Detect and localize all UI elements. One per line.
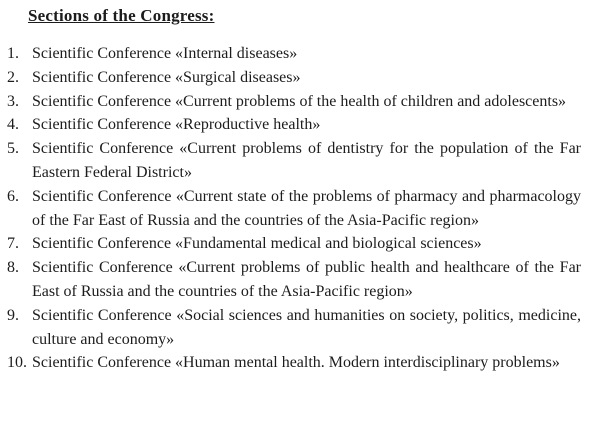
item-text: Scientific Conference «Surgical diseases» xyxy=(32,68,301,86)
section-list xyxy=(7,42,581,375)
item-number: 6. xyxy=(7,187,19,205)
item-number: 2. xyxy=(7,68,19,86)
list-item xyxy=(7,304,581,352)
list-item xyxy=(7,232,581,256)
item-number: 8. xyxy=(7,259,19,277)
list-item xyxy=(7,185,581,233)
list-item xyxy=(7,66,581,90)
item-text: Scientific Conference «Current state of the problems of pharmacy and pharmacology of the Far East of Russia and the countries of the Asia-Pacific region» xyxy=(32,187,581,229)
item-text: Scientific Conference «Current problems of dentistry for the population of the Far Eastern Federal District» xyxy=(32,140,581,181)
item-text: Scientific Conference «Internal diseases» xyxy=(32,45,298,62)
item-text: Scientific Conference «Reproductive health» xyxy=(32,116,321,134)
item-text: Scientific Conference «Current problems of public health and healthcare of the Far East of Russia and the countries of the Asia-Pacific region» xyxy=(32,259,581,300)
list-item xyxy=(7,351,581,375)
list-item xyxy=(7,42,581,66)
list-item xyxy=(7,90,581,114)
item-text: Scientific Conference «Current problems of the health of children and adolescents» xyxy=(32,92,567,110)
item-number: 7. xyxy=(7,235,19,253)
list-item xyxy=(7,113,581,137)
list-item xyxy=(7,256,581,304)
item-number: 4. xyxy=(7,116,19,134)
item-number: 10. xyxy=(7,354,27,372)
page-title: Sections of the Congress: xyxy=(28,6,215,25)
item-text: Scientific Conference «Fundamental medical and biological sciences» xyxy=(32,235,482,253)
list-item xyxy=(7,137,581,185)
item-number: 1. xyxy=(7,45,19,62)
item-text: Scientific Conference «Human mental health. Modern interdisciplinary problems» xyxy=(32,354,560,372)
item-number: 3. xyxy=(7,92,19,110)
item-number: 9. xyxy=(7,306,19,324)
item-text: Scientific Conference «Social sciences and humanities on society, politics, medicine, culture and economy» xyxy=(32,306,581,348)
item-number: 5. xyxy=(7,140,19,158)
